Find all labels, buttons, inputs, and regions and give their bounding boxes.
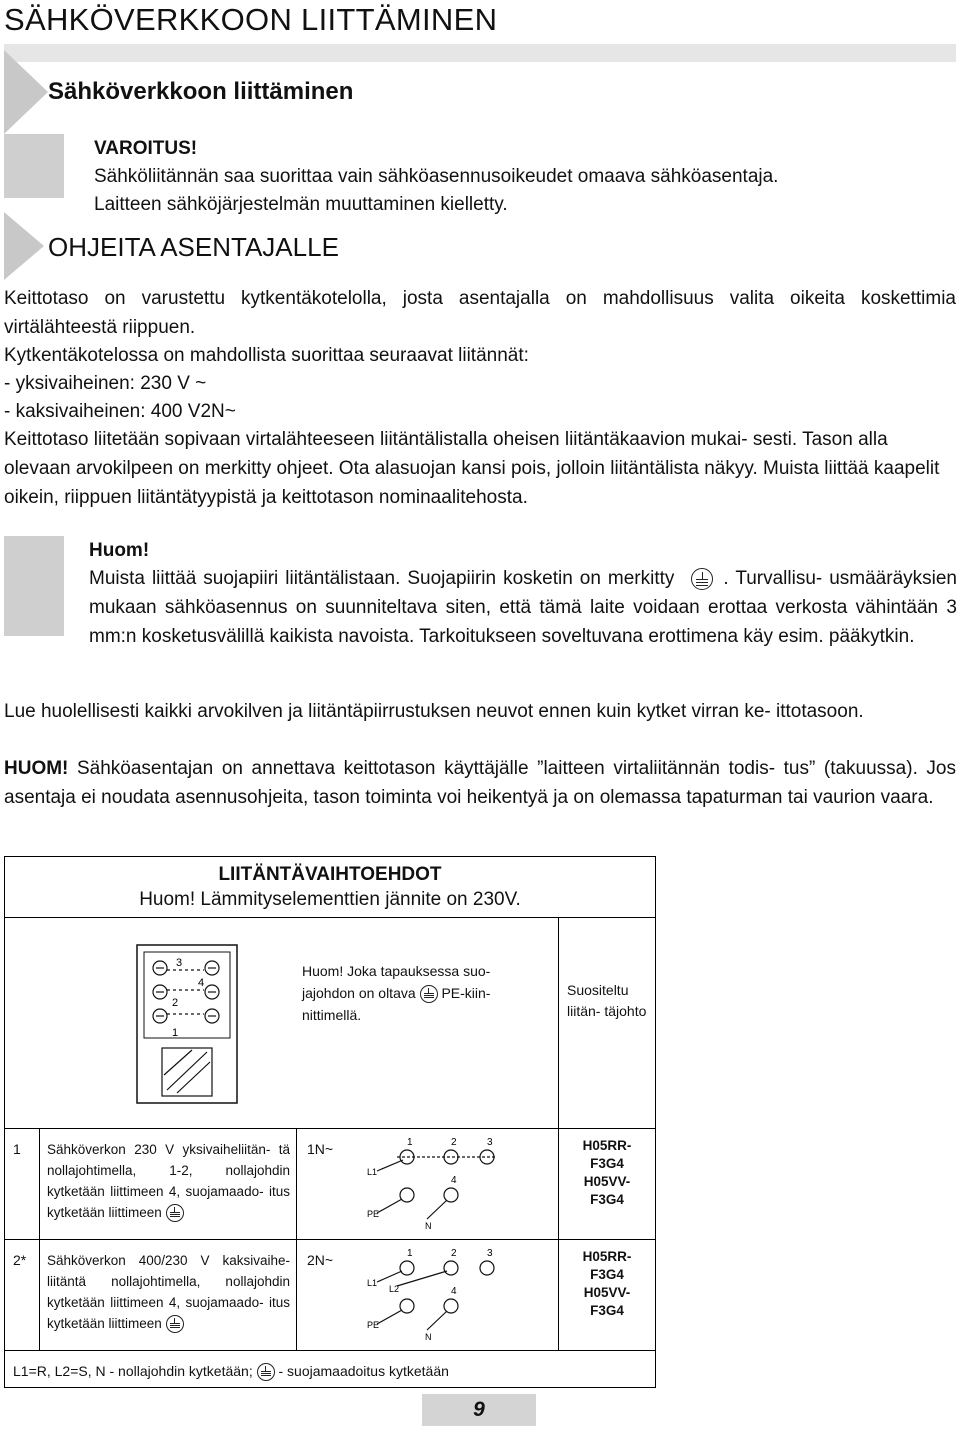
svg-text:3: 3	[487, 1137, 493, 1148]
section-heading: OHJEITA ASENTAJALLE	[48, 232, 339, 262]
terminal-number: 1	[172, 1027, 179, 1039]
page-number: 9	[422, 1394, 536, 1426]
page-title: SÄHKÖVERKKOON LIITTÄMINEN	[4, 2, 498, 37]
row-description-cell	[39, 1239, 297, 1351]
svg-text:N: N	[425, 1332, 432, 1342]
svg-text:3: 3	[487, 1248, 493, 1259]
list-item: - yksivaiheinen: 230 V ~	[4, 373, 207, 394]
table-title-cell	[4, 856, 656, 918]
warning-marker	[4, 134, 64, 198]
terminal-number: 4	[198, 977, 205, 989]
note-text: Muista liittää suojapiiri liitäntälistaan. Suojapiirin kosketin on merkitty . Turvallisu- usmääräyksien mukaan sähköasennus on suunniteltava siten, että tämä laite voidaan erottaa verkosta vähintään 3 mm:n kosketusvälillä kaikista navoista. Tarkoitukseen soveltuvana erottimena käy esim. pääkytkin.	[89, 568, 957, 647]
svg-text:PE: PE	[367, 1209, 380, 1219]
row-cable-cell	[558, 1239, 656, 1351]
wiring-diagram	[367, 1246, 537, 1344]
row-type: 1N~	[307, 1141, 334, 1157]
header-rule	[4, 44, 956, 62]
warning-line-2: Laitteen sähköjärjestelmän muuttaminen kielletty.	[94, 194, 508, 215]
table-subtitle: Huom! Lämmityselementtien jännite on 230V.	[139, 889, 521, 910]
paragraph: Kytkentäkotelossa on mahdollista suorittaa seuraavat liitännät:	[4, 345, 529, 366]
svg-text:4: 4	[451, 1286, 457, 1297]
svg-text:PE: PE	[367, 1320, 380, 1330]
row-cable: H05RR- F3G4 H05VV- F3G4	[582, 1138, 632, 1207]
ground-icon	[420, 985, 438, 1003]
terminal-number: 2	[172, 997, 179, 1009]
row-description: Sähköverkon 400/230 V kaksivaihe- liitäntä nollajohtimella, nollajohdin kytketään liittimeen 4, suojamaado- itus kytketään liittimeen	[40, 1240, 296, 1334]
terminal-number: 3	[176, 957, 183, 969]
row-description: Sähköverkon 230 V yksivaiheliitän- tä nollajohtimella, 1-2, nollajohdin kytketään liittimeen 4, suojamaado- itus kytketään liittimeen	[40, 1129, 296, 1223]
row-cable-cell	[558, 1128, 656, 1240]
row-number: 1	[13, 1141, 21, 1157]
diagram-note: Huom! Joka tapauksessa suo- jajohdon on oltava PE-kiin- nittimellä.	[302, 963, 491, 1023]
ground-icon	[166, 1315, 184, 1333]
svg-text:1: 1	[407, 1137, 413, 1148]
svg-text:L1: L1	[367, 1167, 378, 1177]
row-cable: H05RR- F3G4 H05VV- F3G4	[582, 1249, 632, 1318]
legend-text: L1=R, L2=S, N - nollajohdin kytketään; - suojamaadoitus kytketään	[5, 1351, 655, 1382]
paragraph: Keittotaso liitetään sopivaan virtalähteeseen liitäntälistalla oheisen liitäntäkaavion mukai- sesti. Tason alla olevaan arvokilpeen on merkitty ohjeet. Ota alasuojan kansi pois, jolloin liitäntälista näkyy. Muista liittää kaapelit oikein, riippuen liitäntätyypistä ja keittotason nominaalitehosta.	[4, 429, 940, 508]
svg-text:L2: L2	[389, 1284, 400, 1294]
row-diagram-cell	[296, 1239, 559, 1351]
paragraph: Keittotaso on varustettu kytkentäkotelolla, josta asentajalla on mahdollisuus valita oikeita koskettimia virtälähteestä riippuen.	[4, 288, 956, 338]
section-triangle-icon	[4, 50, 48, 134]
paragraph: HUOM! Sähköasentajan on annettava keittotason käyttäjälle ”laitteen virtaliitännän todis- tus” (takuussa). Jos asentaja ei noudata asennusohjeita, tason toiminta voi heikentyä ja on olemassa tapaturman tai vaurion vaara.	[4, 758, 956, 808]
svg-text:N: N	[425, 1221, 432, 1231]
note-title: Huom!	[89, 540, 150, 561]
table-title: LIITÄNTÄVAIHTOEHDOT	[218, 864, 442, 885]
legend-cell	[4, 1350, 656, 1388]
recommended-cell	[558, 917, 656, 1129]
svg-text:1: 1	[407, 1248, 413, 1259]
svg-text:4: 4	[451, 1175, 457, 1186]
svg-text:2: 2	[451, 1137, 457, 1148]
row-number: 2*	[13, 1252, 27, 1268]
row-description-cell	[39, 1128, 297, 1240]
row-type: 2N~	[307, 1252, 334, 1268]
paragraph: Lue huolellisesti kaikki arvokilven ja liitäntäpiirrustuksen neuvot ennen kuin kytket virran ke- ittotasoon.	[4, 701, 864, 722]
warning-title: VAROITUS!	[94, 138, 198, 159]
svg-text:2: 2	[451, 1248, 457, 1259]
section-triangle-icon	[4, 212, 44, 280]
section-title: Sähköverkkoon liittäminen	[48, 78, 354, 105]
warning-line-1: Sähköliitännän saa suorittaa vain sähköasennusoikeudet omaava sähköasentaja.	[94, 166, 779, 187]
row-number-cell	[4, 1239, 40, 1351]
ground-icon	[691, 568, 713, 590]
row-number-cell	[4, 1128, 40, 1240]
row-diagram-cell	[296, 1128, 559, 1240]
ground-icon	[257, 1363, 275, 1381]
wiring-diagram	[367, 1135, 537, 1233]
list-item: - kaksivaiheinen: 400 V2N~	[4, 401, 236, 422]
ground-icon	[166, 1204, 184, 1222]
svg-text:L1: L1	[367, 1278, 378, 1288]
note-marker	[4, 536, 64, 636]
terminal-block-diagram	[132, 940, 242, 1110]
recommended-label: Suositeltu liitän- täjohto	[567, 982, 647, 1019]
